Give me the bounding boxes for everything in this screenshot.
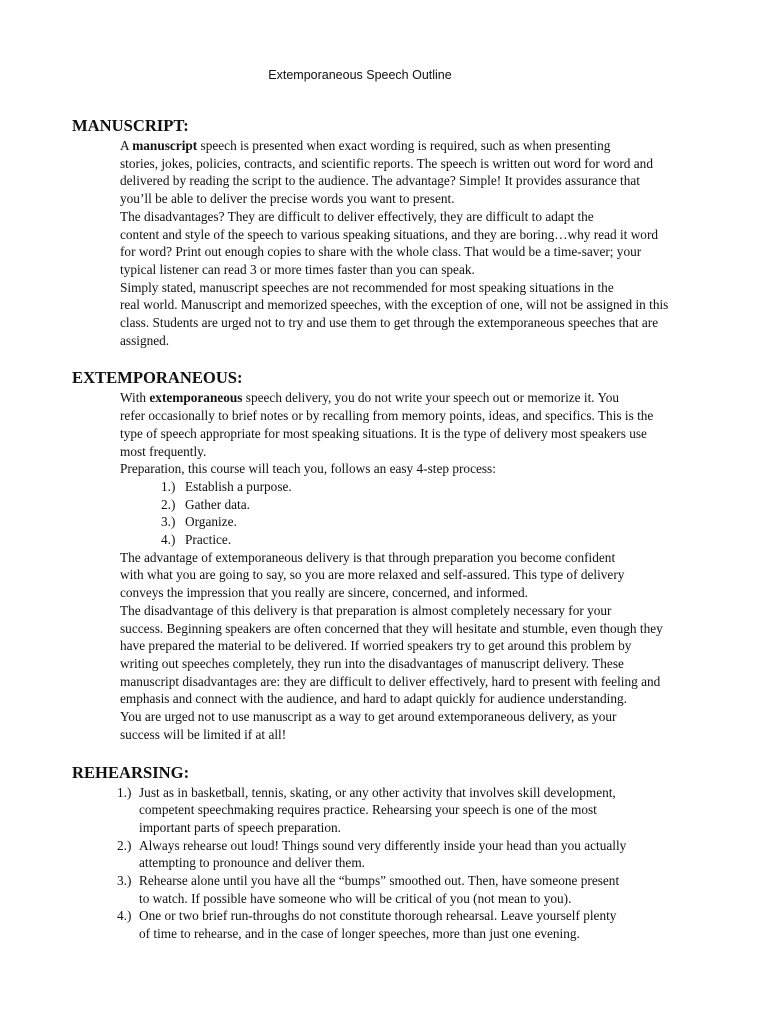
paragraph-lead: A — [120, 138, 133, 153]
paragraph-first-line — [72, 389, 712, 407]
item-line: attempting to pronounce and deliver them. — [139, 855, 365, 871]
item-line: Always rehearse out loud! Things sound very differently inside your head than you actually — [139, 837, 627, 853]
paragraph-line: success will be limited if at all! — [120, 726, 287, 742]
paragraph-line: conveys the impression that you really are sincere, concerned, and informed. — [120, 585, 528, 601]
preparation-steps-list — [72, 478, 712, 549]
item-line: of time to rehearse, and in the case of longer speeches, more than just one evening. — [139, 926, 580, 942]
manuscript-section — [72, 115, 712, 349]
rehearsing-item — [72, 784, 712, 837]
item-line: important parts of speech preparation. — [139, 819, 341, 835]
item-line: One or two brief run-throughs do not constitute thorough rehearsal. Leave yourself plenty — [139, 908, 617, 924]
rehearsing-heading: REHEARSING: — [72, 762, 190, 782]
paragraph-first-line: The advantage of extemporaneous delivery is that through preparation you become confident — [120, 549, 616, 565]
step-text: Establish a purpose. — [185, 478, 292, 494]
step-text: Organize. — [185, 514, 237, 530]
paragraph-line: you’ll be able to deliver the precise words you want to present. — [120, 191, 455, 207]
paragraph-line: emphasis and connect with the audience, and hard to adapt quickly for audience understanding. — [120, 691, 627, 707]
item-line: competent speechmaking requires practice. Rehearsing your speech is one of the most — [139, 802, 597, 818]
paragraph-first-rest: speech is presented when exact wording is required, such as when presenting — [197, 138, 611, 153]
item-line: Just as in basketball, tennis, skating, or any other activity that involves skill development, — [139, 784, 616, 800]
extemporaneous-section — [72, 367, 712, 743]
item-number: 1.) — [117, 784, 132, 800]
step-text: Gather data. — [185, 496, 250, 512]
document-title: Extemporaneous Speech Outline — [268, 68, 452, 82]
paragraph-first-line: You are urged not to use manuscript as a way to get around extemporaneous delivery, as your — [120, 709, 617, 725]
step-number: 3.) — [161, 514, 176, 530]
paragraph-line: stories, jokes, policies, contracts, and scientific reports. The speech is written out word for word and — [120, 155, 653, 171]
manuscript-paragraph-3 — [72, 279, 712, 350]
step-number: 4.) — [161, 532, 176, 548]
paragraph-line: assigned. — [120, 332, 170, 348]
rehearsing-list — [72, 784, 712, 943]
step-number: 2.) — [161, 496, 176, 512]
section-spacer — [72, 349, 712, 367]
step-text: Practice. — [185, 532, 232, 548]
paragraph-line: for word? Print out enough copies to share with the whole class. That would be a time-saver; your — [120, 244, 642, 260]
preparation-step — [72, 478, 712, 496]
paragraph-first-line — [72, 137, 712, 155]
preparation-step — [72, 496, 712, 514]
paragraph-line: real world. Manuscript and memorized speeches, with the exception of one, will not be assigned in this — [120, 297, 669, 313]
document-body — [72, 115, 712, 943]
rehearsing-item — [72, 837, 712, 872]
extemporaneous-heading: EXTEMPORANEOUS: — [72, 368, 243, 388]
item-number: 3.) — [117, 873, 132, 889]
preparation-step — [72, 531, 712, 549]
extemporaneous-paragraph-5 — [72, 708, 712, 743]
paragraph-line: refer occasionally to brief notes or by recalling from memory points, ideas, and specifics. This is the — [120, 408, 654, 424]
preparation-step — [72, 513, 712, 531]
item-line: to watch. If possible have someone who will be critical of you (not mean to you). — [139, 890, 572, 906]
item-number: 4.) — [117, 908, 132, 924]
section-spacer — [72, 744, 712, 762]
paragraph-line: delivered by reading the script to the audience. The advantage? Simple! It provides assurance that — [120, 173, 640, 189]
step-number: 1.) — [161, 478, 176, 494]
paragraph-line: type of speech appropriate for most speaking situations. It is the type of delivery most speakers use — [120, 425, 647, 441]
rehearsing-item — [72, 907, 712, 942]
paragraph-first-rest: speech delivery, you do not write your speech out or memorize it. You — [242, 390, 620, 406]
paragraph-line: manuscript disadvantages are: they are difficult to deliver effectively, hard to present with feeling and — [120, 673, 661, 689]
paragraph-line: typical listener can read 3 or more times faster than you can speak. — [120, 261, 475, 277]
paragraph-line: content and style of the speech to various speaking situations, and they are boring…why read it word — [120, 226, 659, 242]
paragraph-line: with what you are going to say, so you are more relaxed and self-assured. This type of delivery — [120, 567, 625, 583]
paragraph-first-line: The disadvantage of this delivery is that preparation is almost completely necessary for your — [120, 602, 612, 618]
rehearsing-item — [72, 872, 712, 907]
paragraph-lead: With — [120, 390, 150, 406]
extemporaneous-term: extemporaneous — [149, 390, 243, 406]
paragraph-line: writing out speeches completely, they run into the disadvantages of manuscript delivery. These — [120, 655, 624, 671]
paragraph-line: class. Students are urged not to try and use them to get through the extemporaneous speeches that are — [120, 315, 659, 331]
manuscript-term: manuscript — [132, 138, 198, 153]
rehearsing-section — [72, 762, 712, 943]
manuscript-paragraph-2 — [72, 208, 712, 279]
paragraph-first-line: Simply stated, manuscript speeches are not recommended for most speaking situations in the — [120, 279, 614, 295]
item-number: 2.) — [117, 837, 132, 853]
extemporaneous-paragraph-1 — [72, 389, 712, 460]
paragraph-first-line: The disadvantages? They are difficult to deliver effectively, they are difficult to adapt the — [120, 208, 594, 224]
paragraph-line: most frequently. — [120, 443, 207, 459]
paragraph-line: success. Beginning speakers are often concerned that they will hesitate and stumble, even though they — [120, 620, 663, 636]
item-line: Rehearse alone until you have all the “bumps” smoothed out. Then, have someone present — [139, 873, 620, 889]
extemporaneous-paragraph-4 — [72, 602, 712, 708]
extemporaneous-paragraph-2 — [72, 460, 712, 478]
manuscript-heading: MANUSCRIPT: — [72, 116, 189, 135]
manuscript-paragraph-1 — [72, 137, 712, 208]
paragraph-line: have prepared the material to be delivered. If worried speakers try to get around this problem by — [120, 638, 632, 654]
paragraph-first-line: Preparation, this course will teach you, follows an easy 4-step process: — [120, 461, 496, 477]
extemporaneous-paragraph-3 — [72, 549, 712, 602]
